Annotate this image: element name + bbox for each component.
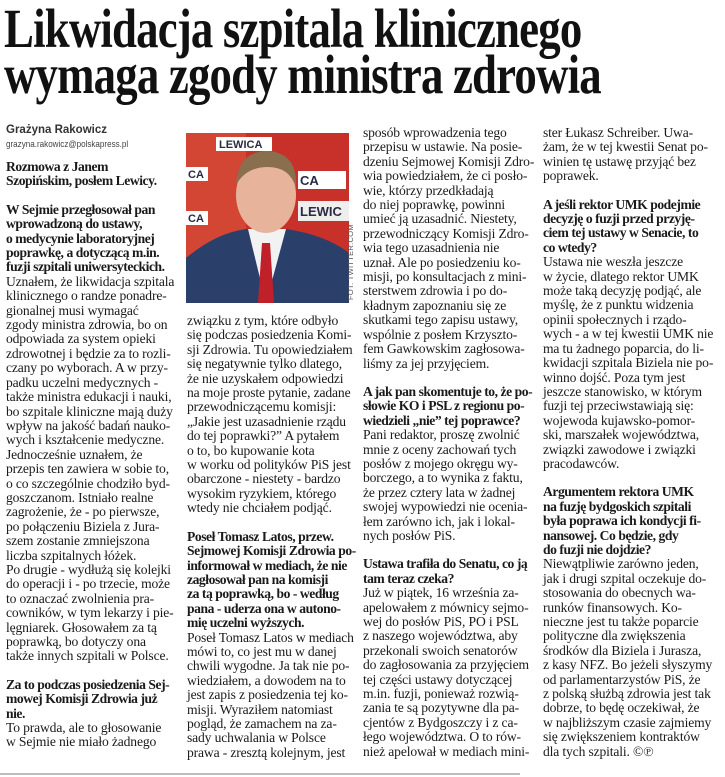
svg-text:CA: CA (188, 213, 204, 225)
answer-4: Pani redaktor, proszę zwolnić mnie z oceny zachowań tych posłów z mojego okręgu wy- borczego, a to wynika z faktu, że przez cztery lata w żadnej swojej wypowiedzi nie ocenia- łem zarówno ich, jak i lokal- nych posłów PiS. (363, 427, 528, 543)
headline (4, 0, 725, 105)
question-3: Poseł Tomasz Latos, przew. Sejmowej Komisji Zdrowia po- informował w mediach, że nie zagłosował pan na komisji za tą poprawką, bo - według pana - uderza ona w autono- mię uczelni wyższych. (187, 528, 356, 631)
answer-7: Niewątpliwie zarówno jeden, jak i drugi szpital oczekuje do- stosowania do obecnych wa- runków finansowych. Ko- nieczne jest tu także poparcie polityczne dla zwiększenia środków dla Biziela i Jurasza, z kasy NFZ. Bo jeżeli słyszymy od parlamentarzystów PiS, że z polską służbą zdrowia jest tak dobrze, to będę oczekiwał, że w najbliższym czasie zajmiemy się zwiększeniem kontraktów dla tych szpitali. ©℗ (543, 556, 713, 759)
column-4 (543, 126, 723, 759)
portrait-image (186, 133, 349, 303)
answer-5-continued: ster Łukasz Schreiber. Uwa- żam, że w tej kwestii Senat po- winien tę ustawę przyjąć bez poprawek. (543, 125, 708, 184)
answer-1: Uznałem, że likwidacja szpitala klinicznego o randze ponadre- gionalnej musi wymagać zgody ministra zdrowia, bo on odpowiada za system opieki zdrowotnej i będzie za to rozli- czany po wyborach. A w przy- padku uczelni medycznych - także ministra edukacji i nauki, bo szpitale kliniczne mają duży wpływ na jakość badań nauko- wych i kształcenie medyczne. Jednocześnie uznałem, że przepis ten zawiera w sobie to, o co szczególnie chodziło byd- goszczanom. Istniało realne zagrożenie, że - po pierwsze, po połączeniu Biziela z Jura- szem zostanie zmniejszona liczba szpitalnych łóżek. Po drugie - wydłużą się kolejki do operacji i - po trzecie, może to oznaczać zwolnienia pra- cowników, w tym lekarzy i pie- lęgniarek. Głosowałem za tą poprawką, bo dotyczy ona także innych szpitali w Polsce. (6, 273, 175, 664)
headline-line-2: wymaga zgody ministra zdrowia (4, 44, 601, 105)
author-name: Grażyna Rakowicz (6, 124, 107, 136)
question-7: Argumentem rektora UMK na fuzję bydgoskich szpitali była poprawa ich kondycji fi- nansowej. Co będzie, gdy do fuzji nie dojdzie? (543, 484, 701, 557)
author-email[interactable]: grazyna.rakowicz@polskapress.pl (6, 139, 129, 150)
bottom-divider (0, 773, 520, 775)
answer-3: Poseł Tomasz Latos w mediach mówi to, co jest mu w danej chwili wygodne. Ja tak nie po- wiedziałem, a dowodem na to jest zapis z posiedzenia tej ko- misji. Wyraziłem natomiast pogląd, że zamachem na za- sady uchwalania w Polsce prawa - zresztą kolejnym, jest (187, 629, 354, 760)
svg-text:CA: CA (188, 169, 204, 181)
intro-lead: Rozmowa z Janem Szopińskim, posłem Lewicy. (6, 159, 157, 189)
photo-jan-szopinski (186, 133, 349, 303)
svg-text:CA: CA (300, 173, 319, 188)
question-6: A jeśli rektor UMK podejmie decyzję o fuzji przed przyję- ciem tej ustawy w Senacie, to co wtedy? (543, 196, 701, 255)
question-1: W Sejmie przegłosował pan wprowadzoną do ustawy, o medycynie laboratoryjnej poprawkę, a dotyczącą m.in. fuzji szpitali uniwersyteckich. (6, 201, 165, 275)
answer-6: Ustawa nie weszła jeszcze w życie, dlatego rektor UMK może taką decyzję podjąć, ale myślę, że z punktu widzenia opinii społecznych i rządo- wych - a w tej kwestii UMK nie ma tu żadnego poparcia, do li- kwidacji szpitala Biziela nie po- winno dojść. Poza tym jest jeszcze stanowisko, w którym fuzji tej przeciwstawiają się: wojewoda kujawsko-pomor- ski, marszałek województwa, związki zawodowe i związki pracodawców. (543, 254, 714, 471)
photo-credit: FOT. TWITTER.COM (346, 224, 355, 300)
svg-text:LEWICA: LEWICA (219, 139, 263, 151)
answer-5: Już w piątek, 16 września za- apelowałem z mównicy sejmo- wej do posłów PiS, PO i PSL z naszego województwa, aby przekonali swoich senatorów do zagłosowania za przyjęciem tej części ustawy dotyczącej m.in. fuzji, ponieważ rozwią- zania te są pozytywne dla pa- cjentów z Bydgoszczy i z ca- łego województwa. O to rów- nież apelował w mediach mini- (363, 585, 530, 759)
answer-2: To prawda, ale to głosowanie w Sejmie nie miało żadnego (6, 720, 162, 750)
answer-3-continued: sposób wprowadzenia tego przepisu w ustawie. Na posie- dzeniu Sejmowej Komisji Zdro- wia powiedziałem, że ci posło- wie, którzy przedkładają do niej poprawkę, powinni umieć ją uzasadnić. Niestety, przewodniczący Komisji Zdro- wia tego uzasadnienia nie uznał. Ale po posiedzeniu ko- misji, po konsultacjach z mini- sterstwem zdrowia i po do- kładnym zapoznaniu się ze skutkami tego zapisu ustawy, wspólnie z posłem Krzyszto- fem Gawkowskim zagłosowa- liśmy za jej przyjęciem. (363, 125, 535, 371)
column-2 (187, 313, 356, 760)
svg-text:LEWIC: LEWIC (300, 204, 342, 219)
column-1 (6, 124, 184, 750)
question-2: Za to podczas posiedzenia Sej- mowej Komisji Zdrowia już nie. (6, 676, 170, 721)
column-3 (363, 126, 539, 759)
answer-2-continued: związku z tym, które odbyło się podczas posiedzenia Komi- sji Zdrowia. Tu opowiedziałem się negatywnie tylko dlatego, że nie uzyskałem odpowiedzi na moje proste pytanie, zadane przewodniczącemu komisji: „Jakie jest uzasadnienie rządu do tej poprawki?” A pytałem o to, bo kupowanie kota w worku od polityków PiS jest obarczone - niestety - bardzo wysokim ryzykiem, którego wtedy nie chciałem podjąć. (187, 313, 353, 516)
headline-line-1: Likwidacja szpitala klinicznego (4, 0, 582, 59)
question-5: Ustawa trafiła do Senatu, co ją tam teraz czeka? (363, 556, 528, 586)
question-4: A jak pan skomentuje to, że po- słowie KO i PSL z regionu po- wiedzieli „nie” tej poprawce? (363, 383, 533, 428)
